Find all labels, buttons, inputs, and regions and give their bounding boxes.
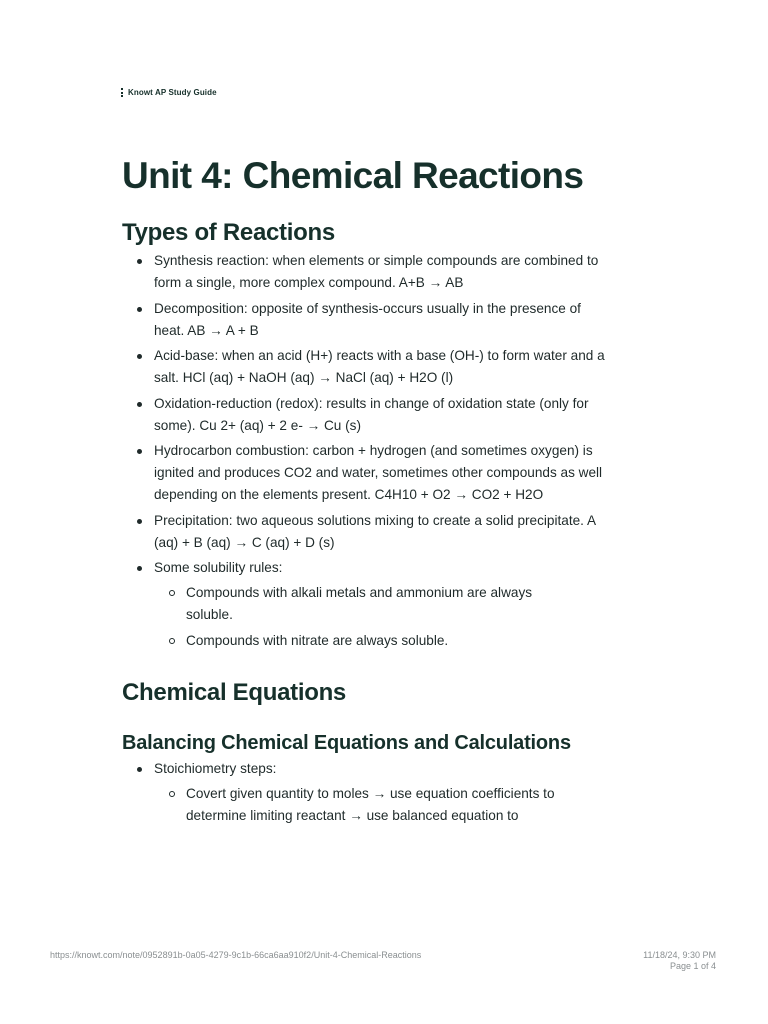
list-item: Oxidation-reduction (redox): results in change of oxidation state (only for some). Cu 2+ (aq) + 2 e- → Cu (s) (122, 393, 610, 437)
subsection-heading-balancing: Balancing Chemical Equations and Calculations (122, 731, 571, 754)
brand-label: Knowt AP Study Guide (128, 88, 217, 97)
list-item: Acid-base: when an acid (H+) reacts with a base (OH-) to form water and a salt. HCl (aq) + NaOH (aq) → NaCl (aq) + H2O (l) (122, 345, 610, 389)
sub-list-item: Compounds with alkali metals and ammonium are always soluble. (154, 582, 546, 626)
footer-meta (643, 950, 716, 972)
section-heading-equations: Chemical Equations (122, 678, 346, 706)
footer-page-number: Page 1 of 4 (669, 961, 716, 971)
solubility-label: Some solubility rules: (154, 560, 283, 575)
sub-list-item: Covert given quantity to moles → use equation coefficients to determine limiting reactant → use balanced equation to (154, 783, 578, 827)
page-title: Unit 4: Chemical Reactions (122, 155, 584, 196)
sub-list-item: Compounds with nitrate are always soluble. (154, 630, 610, 652)
stoichiometry-label: Stoichiometry steps: (154, 760, 277, 776)
list-item-stoichiometry (122, 758, 610, 827)
reaction-types-list (122, 250, 622, 652)
list-item: Decomposition: opposite of synthesis-occurs usually in the presence of heat. AB → A + B (122, 298, 610, 342)
footer-datetime: 11/18/24, 9:30 PM (643, 950, 716, 960)
section-heading-types: Types of Reactions (122, 219, 335, 246)
solubility-rules-list (154, 582, 610, 652)
list-item: Hydrocarbon combustion: carbon + hydrogen (and sometimes oxygen) is ignited and produces CO2 and water, sometimes other compounds as well depending on the elements present. C4H10 + O2 → CO2 + H2O (122, 440, 610, 506)
document-body (122, 150, 622, 830)
dotted-bar-icon (121, 88, 125, 97)
stoichiometry-steps-list (154, 783, 610, 827)
list-item: Synthesis reaction: when elements or simple compounds are combined to form a single, more complex compound. A+B → AB (122, 250, 610, 294)
stoichiometry-list (122, 758, 622, 827)
brand-header (121, 88, 217, 97)
footer-url: https://knowt.com/note/0952891b-0a05-4279-9c1b-66ca6aa910f2/Unit-4-Chemical-Reactions (50, 950, 422, 960)
list-item-solubility (122, 557, 610, 652)
list-item: Precipitation: two aqueous solutions mixing to create a solid precipitate. A (aq) + B (aq) → C (aq) + D (s) (122, 510, 610, 554)
